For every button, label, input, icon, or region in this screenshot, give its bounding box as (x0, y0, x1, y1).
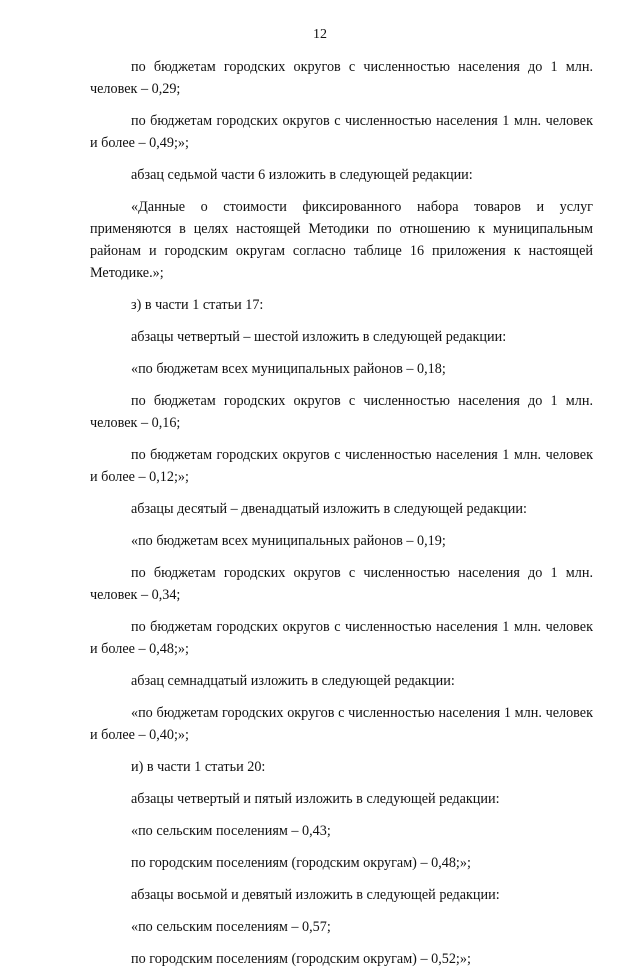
paragraph-art17-instruction-1: абзацы четвертый – шестой изложить в следующей редакции: (131, 329, 507, 345)
paragraph-art20-urban-1: по городским поселениям (городским округам) – 0,48;»; (131, 855, 471, 871)
paragraph-art17-city-1m-plus-3: «по бюджетам городских округов с численностью населения 1 млн. человек и более – 0,40;»; (90, 705, 593, 743)
paragraph-art20-rural-2: «по сельским поселениям – 0,57; (131, 919, 331, 935)
paragraph-art17-city-1m-plus-1: по бюджетам городских округов с численностью населения 1 млн. человек и более – 0,12;»; (90, 447, 593, 485)
paragraph-art17-city-1m-plus-2: по бюджетам городских округов с численностью населения 1 млн. человек и более – 0,48;»; (90, 619, 593, 657)
paragraph-art20-rural-1: «по сельским поселениям – 0,43; (131, 823, 331, 839)
paragraph-part6-instruction: абзац седьмой части 6 изложить в следующей редакции: (131, 167, 473, 183)
paragraph-art17-districts-2: «по бюджетам всех муниципальных районов – 0,19; (131, 533, 446, 549)
paragraph-art17-city-under-1m-2: по бюджетам городских округов с численностью населения до 1 млн. человек – 0,34; (90, 565, 593, 603)
paragraph-art17-instruction-2: абзацы десятый – двенадцатый изложить в следующей редакции: (131, 501, 527, 517)
paragraph-fixed-basket-clause: «Данные о стоимости фиксированного набора товаров и услуг применяются в целях настоящей Методики по отношению к муниципальным районам и городским округам согласно таблице 16 приложения к настоящей Методике.»; (90, 199, 593, 281)
paragraph-art20-instruction-2: абзацы восьмой и девятый изложить в следующей редакции: (131, 887, 500, 903)
paragraph-art17-instruction-3: абзац семнадцатый изложить в следующей редакции: (131, 673, 455, 689)
paragraph-art17-districts-1: «по бюджетам всех муниципальных районов – 0,18; (131, 361, 446, 377)
document-body (90, 56, 593, 980)
page-number: 12 (313, 27, 327, 42)
paragraph-art17-city-under-1m-1: по бюджетам городских округов с численностью населения до 1 млн. человек – 0,16; (90, 393, 593, 431)
paragraph-budget-city-1m-plus: по бюджетам городских округов с численностью населения 1 млн. человек и более – 0,49;»; (90, 113, 593, 151)
paragraph-article17-heading: з) в части 1 статьи 17: (131, 297, 264, 313)
paragraph-article20-heading: и) в части 1 статьи 20: (131, 759, 266, 775)
paragraph-art20-instruction-1: абзацы четвертый и пятый изложить в следующей редакции: (131, 791, 500, 807)
paragraph-budget-city-under-1m: по бюджетам городских округов с численностью населения до 1 млн. человек – 0,29; (90, 59, 593, 97)
paragraph-art20-urban-2: по городским поселениям (городским округам) – 0,52;»; (131, 951, 471, 967)
